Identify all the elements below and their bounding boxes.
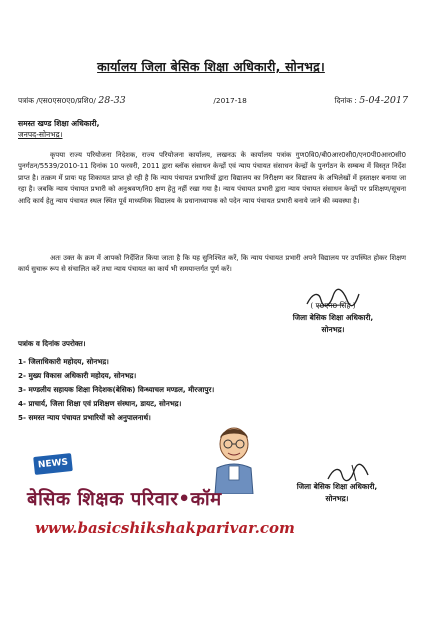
date-value: 5-04-2017 — [359, 95, 408, 106]
session-year: /2017-18 — [213, 96, 247, 105]
signatory-name: ( ए0एन0 सिंह ) — [310, 301, 356, 310]
reference-line — [18, 95, 408, 106]
patrank — [18, 95, 126, 106]
date-label: दिनांक : — [334, 96, 357, 105]
news-badge: NEWS — [33, 453, 73, 475]
brand-url: www.basicshikshakparivar.com — [35, 519, 295, 537]
copy-item: 3- मण्डलीय सहायक शिक्षा निदेशक(बेसिक) विन्ध्याचल मण्डल, मीरजापुर। — [18, 385, 215, 394]
signatory-designation: जिला बेसिक शिक्षा अधिकारी, — [292, 313, 374, 322]
copy-item: 1- जिलाधिकारी महोदय, सोनभद्र। — [18, 357, 109, 366]
addressee-line2: जनपद-सोनभद्र। — [18, 130, 63, 139]
teacher-mascot-icon — [205, 422, 263, 494]
signatory-designation-2: जिला बेसिक शिक्षा अधिकारी, — [296, 482, 378, 491]
office-title: कार्यालय जिला बेसिक शिक्षा अधिकारी, सोनभद्र। — [97, 59, 325, 74]
copy-item: 5- समस्त न्याय पंचायत प्रभारियों को अनुपालनार्थ। — [18, 413, 151, 422]
brand-hindi-logo: बेसिक शिक्षक परिवार•कॉम — [27, 489, 222, 510]
addressee-line1: समस्त खण्ड शिक्षा अधिकारी, — [18, 119, 100, 128]
body-paragraph-2: अतः उक्त के क्रम में आपको निर्देशित किया जाता है कि यह सुनिश्चित करें, कि न्याय पंचायत प्रभारी अपने विद्यालय पर उपस्थित होकर शिक्षण कार्य सुचारू रूप से संचालित करें तथा न्याय पंचायत का कार्य भी समयान्तर्गत पूर्ण करें। — [18, 254, 406, 274]
copy-item: 4- प्राचार्य, जिला शिक्षा एवं प्रशिक्षण संस्थान, डायट, सोनभद्र। — [18, 399, 182, 408]
patrank-number: 28-33 — [98, 95, 126, 106]
signature-block-1 — [258, 300, 408, 336]
date-group — [335, 95, 408, 106]
signature-block-2 — [262, 481, 412, 505]
addressee — [18, 118, 100, 140]
copies-heading: पत्रांक व दिनांक उपरोक्त। — [18, 339, 86, 348]
copy-item: 2- मुख्य विकास अधिकारी महोदय, सोनभद्र। — [18, 371, 137, 380]
signatory-place-2: सोनभद्र। — [325, 494, 349, 503]
signatory-place: सोनभद्र। — [321, 325, 345, 334]
patrank-label: पत्रांक /एस0एस0ए0/प्रशि0/ — [18, 96, 96, 105]
body-paragraph-1: कृपया राज्य परियोजना निदेशक, राज्य परियोजना कार्यालय, लखनऊ के कार्यालय पत्रांक गुण0वि0/बी0आर0सी0/एन0पी0आर0सी0 पुनर्गठन/5539/2010-11 दिनांक 10 फरवरी, 2011 द्वारा ब्लॉक संसाधन केन्द्रों एवं न्याय पंचायत संसाधन केन्द्रों के पुनर्गठन के सम्बन्ध में विस्तृत निर्देश प्राप्त है। तत्क्रम में प्रायः यह शिकायत प्राप्त हो रही है कि न्याय पंचायत प्रभारियों द्वारा विद्यालय का निरीक्षण कर विद्यालय के अभिलेखों में हस्ताक्षर बनाया जा रहा है। जबकि न्याय पंचायत प्रभारी को अनुश्रवण/नि0 क्षण हेतु नहीं रखा गया है। न्याय पंचायत प्रभारी द्वारा न्याय पंचायत संसाधन केन्द्रों पर प्रशिक्षण/सूचना आदि कार्य हेतु न्याय पंचायत स्थल स्थित पूर्व माध्यमिक विद्यालय के प्रधानाध्यापक को पदेन न्याय पंचायत प्रभारी बनाये जाने की व्यवस्था है। — [18, 151, 406, 205]
